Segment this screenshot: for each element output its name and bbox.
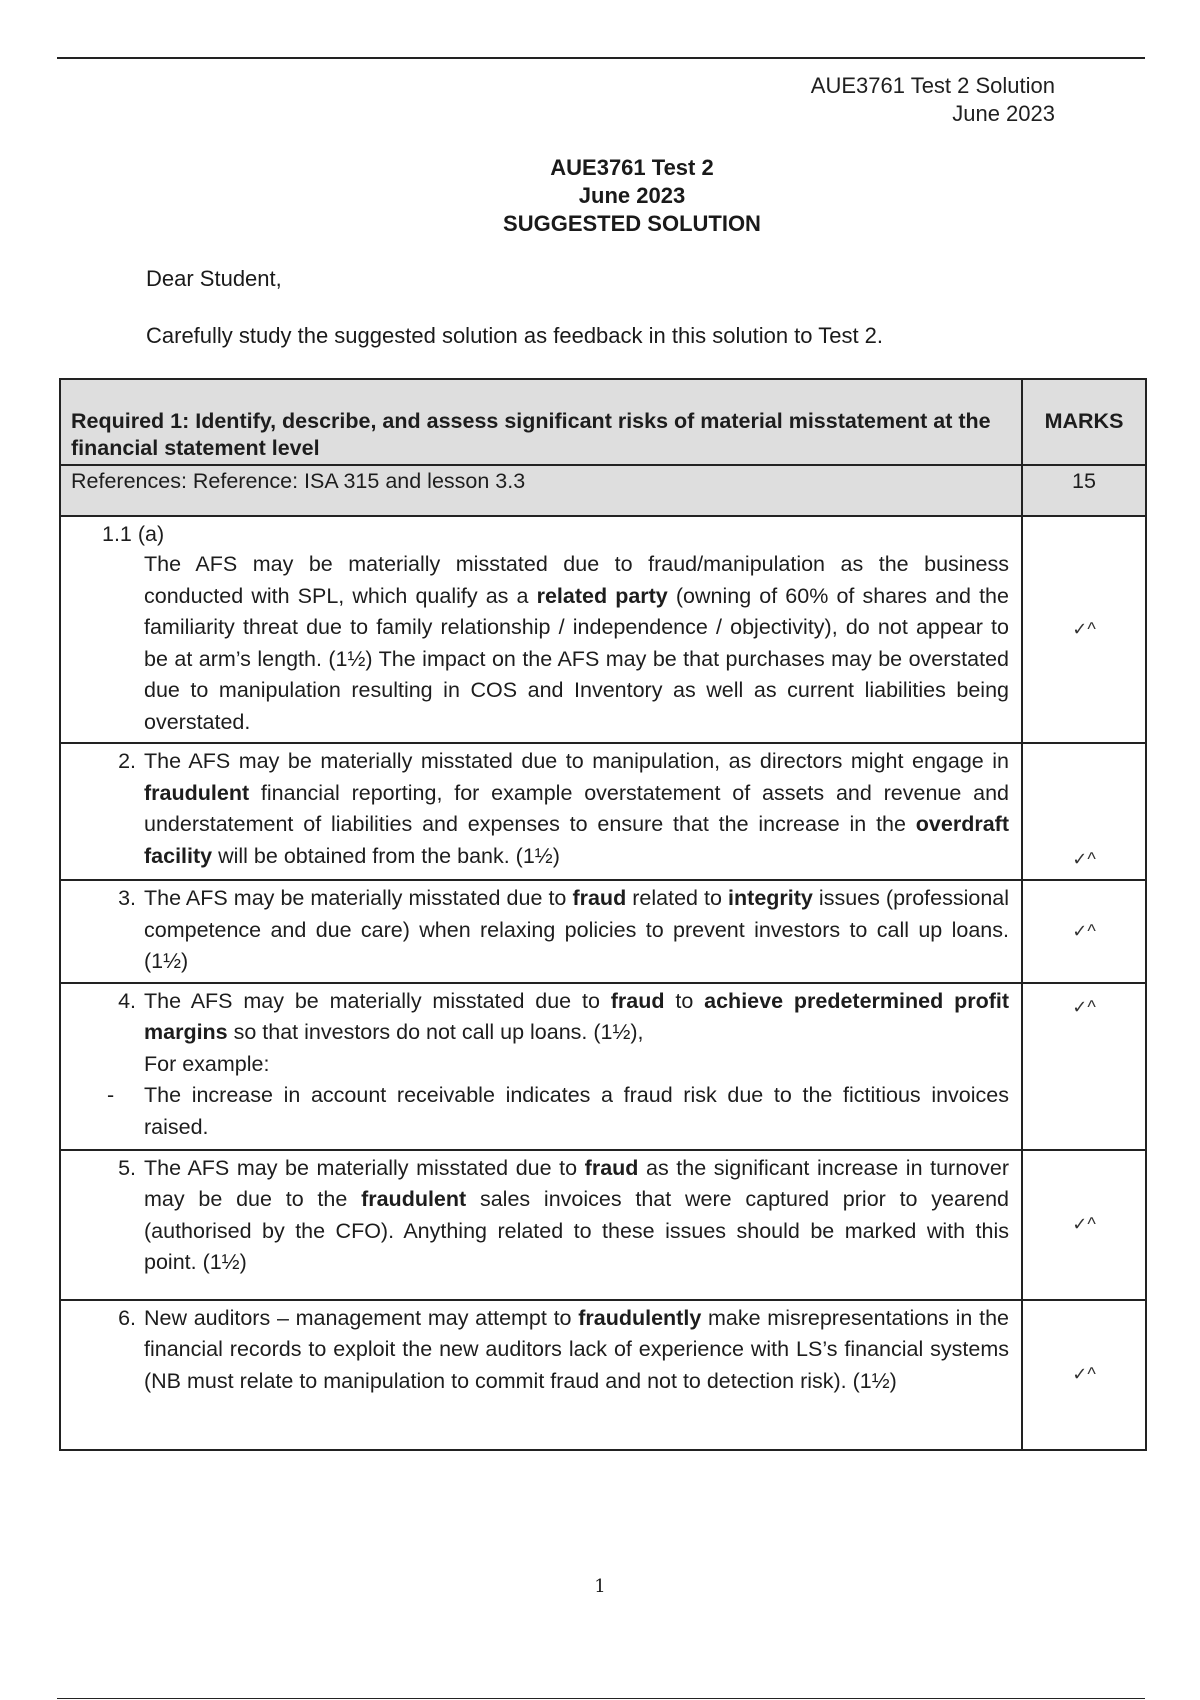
key-term: fraudulently — [578, 1305, 702, 1330]
item-number: 4. — [118, 988, 136, 1013]
title-course: AUE3761 Test 2 — [550, 155, 714, 180]
table-header-row — [60, 379, 1146, 465]
mark-tick: ✓^ — [1022, 1150, 1146, 1300]
list-item: 5. The AFS may be materially misstated due to fraud as the significant increase in turnover may be due to the fraudulent sales invoices that were captured prior to yearend (authorised by the CFO). Anything related to these issues should be marked with this point. (1½) — [61, 1151, 1021, 1283]
example-label: For example: — [144, 1051, 270, 1076]
list-item: 6. New auditors – management may attempt to fraudulently make misrepresentations in the financial records to exploit the new auditors lack of experience with LS’s financial systems (NB must relate to manipulation to commit fraud and not to detection risk). (1½) — [61, 1301, 1021, 1402]
solution-table — [59, 378, 1147, 1451]
mark-tick: ✓^ — [1022, 743, 1146, 880]
running-header-date: June 2023 — [952, 101, 1055, 126]
mark-tick: ✓^ — [1022, 516, 1146, 743]
item-number: 6. — [118, 1305, 136, 1330]
mark-tick: ✓^ — [1022, 983, 1146, 1150]
item-number: 3. — [118, 886, 136, 910]
table-row — [60, 1300, 1146, 1450]
title-date: June 2023 — [578, 183, 686, 208]
list-item: 4. The AFS may be materially misstated due to fraud to achieve predetermined profit margins so that investors do not call up loans. (1½), For example: - The increase in account receivable indicates a fraud risk due to the fictitious invoices raised. — [61, 984, 1021, 1148]
key-term: fraudulent — [361, 1187, 467, 1211]
greeting: Dear Student, — [146, 266, 282, 291]
key-term: fraud — [584, 1155, 639, 1180]
table-row — [60, 1150, 1146, 1300]
running-header — [811, 72, 1055, 128]
marks-heading: MARKS — [1022, 379, 1146, 465]
list-item: 3. The AFS may be materially misstated due to fraud related to integrity issues (professional competence and due care) when relaxing policies to prevent investors to call up loans. (1½) — [61, 881, 1021, 982]
table-row — [60, 983, 1146, 1150]
references-text: References: Reference: ISA 315 and lesson 3.3 — [60, 465, 1022, 516]
page-number: 1 — [594, 1576, 606, 1597]
intro-paragraph: Carefully study the suggested solution as feedback in this solution to Test 2. — [146, 323, 884, 348]
running-header-title: AUE3761 Test 2 Solution — [810, 73, 1055, 98]
key-term: overdraft facility — [144, 812, 1009, 868]
table-row — [60, 516, 1146, 743]
table-row — [60, 743, 1146, 880]
key-term: integrity — [728, 886, 813, 910]
title-suggested-solution: SUGGESTED SOLUTION — [503, 211, 761, 236]
total-marks: 15 — [1022, 465, 1146, 516]
item-number: 1.1 (a) — [102, 522, 165, 546]
example-item: - The increase in account receivable indicates a fraud risk due to the fictitious invoices raised. — [144, 1080, 1009, 1143]
dash-marker: - — [107, 1083, 115, 1107]
mark-tick: ✓^ — [1022, 880, 1146, 983]
document-title — [0, 154, 1200, 238]
key-term: related party — [536, 583, 668, 608]
key-term: fraud — [610, 988, 665, 1013]
mark-tick: ✓^ — [1022, 1300, 1146, 1450]
footer-rule — [57, 1698, 1145, 1699]
key-term: achieve predetermined profit margins — [144, 988, 1009, 1044]
key-term: fraud — [572, 886, 627, 910]
item-number: 2. — [118, 749, 136, 773]
header-rule — [57, 57, 1145, 59]
list-item: 2. The AFS may be materially misstated due to manipulation, as directors might engage in fraudulent financial reporting, for example overstatement of assets and revenue and understatement of liabilities and expenses to ensure that the increase in the overdraft facility will be obtained from the bank. (1½) — [61, 744, 1021, 876]
list-item: 1.1 (a) The AFS may be materially misstated due to fraud/manipulation as the business conducted with SPL, which qualify as a related party (owning of 60% of shares and the familiarity threat due to family relationship / independence / objectivity), do not appear to be at arm’s length. (1½) The impact on the AFS may be that purchases may be overstated due to manipulation resulting in COS and Inventory as well as current liabilities being overstated. — [61, 517, 1021, 742]
key-term: fraudulent — [144, 780, 250, 805]
references-row — [60, 465, 1146, 516]
required-heading: Required 1: Identify, describe, and assess significant risks of material misstatement at the financial statement level — [60, 379, 1022, 465]
table-row — [60, 880, 1146, 983]
item-number: 5. — [118, 1155, 136, 1180]
